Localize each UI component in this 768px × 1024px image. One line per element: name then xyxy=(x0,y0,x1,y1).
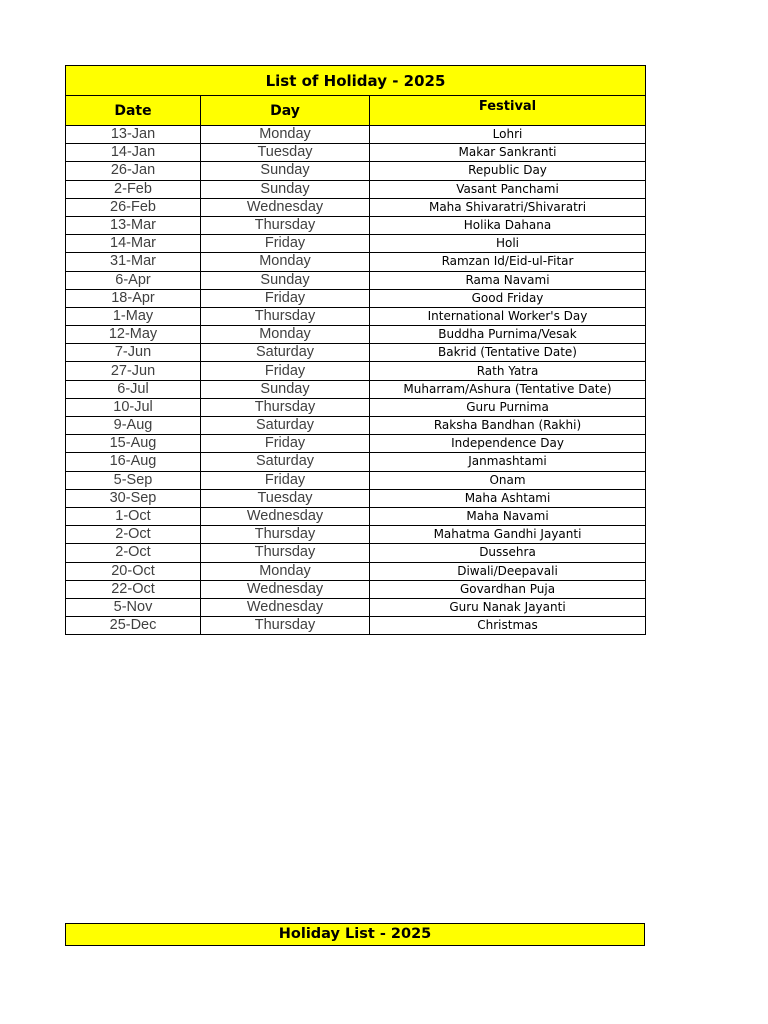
day-cell: Monday xyxy=(201,253,370,271)
day-cell: Friday xyxy=(201,435,370,453)
table-row xyxy=(66,362,646,380)
table-row xyxy=(66,598,646,616)
festival-cell: Ramzan Id/Eid-ul-Fitar xyxy=(370,253,646,271)
date-cell: 22-Oct xyxy=(66,580,201,598)
day-cell: Sunday xyxy=(201,180,370,198)
festival-cell: Vasant Panchami xyxy=(370,180,646,198)
table-row xyxy=(66,344,646,362)
footer-title-bar: Holiday List - 2025 xyxy=(65,923,645,946)
date-cell: 27-Jun xyxy=(66,362,201,380)
date-cell: 6-Jul xyxy=(66,380,201,398)
day-cell: Friday xyxy=(201,471,370,489)
table-title-row xyxy=(66,66,646,96)
date-cell: 13-Jan xyxy=(66,126,201,144)
festival-cell: Dussehra xyxy=(370,544,646,562)
festival-cell: Maha Ashtami xyxy=(370,489,646,507)
date-cell: 2-Oct xyxy=(66,526,201,544)
festival-cell: Janmashtami xyxy=(370,453,646,471)
day-cell: Wednesday xyxy=(201,507,370,525)
festival-cell: Independence Day xyxy=(370,435,646,453)
table-title: List of Holiday - 2025 xyxy=(66,66,646,96)
day-cell: Saturday xyxy=(201,417,370,435)
date-cell: 2-Feb xyxy=(66,180,201,198)
table-row xyxy=(66,471,646,489)
table-row xyxy=(66,507,646,525)
festival-cell: Lohri xyxy=(370,126,646,144)
day-cell: Wednesday xyxy=(201,580,370,598)
day-cell: Sunday xyxy=(201,162,370,180)
column-header-day: Day xyxy=(201,96,370,126)
date-cell: 5-Sep xyxy=(66,471,201,489)
date-cell: 20-Oct xyxy=(66,562,201,580)
day-cell: Thursday xyxy=(201,398,370,416)
festival-cell: Makar Sankranti xyxy=(370,144,646,162)
festival-cell: Buddha Purnima/Vesak xyxy=(370,326,646,344)
festival-cell: Guru Nanak Jayanti xyxy=(370,598,646,616)
day-cell: Friday xyxy=(201,289,370,307)
day-cell: Monday xyxy=(201,326,370,344)
day-cell: Wednesday xyxy=(201,198,370,216)
festival-cell: Maha Navami xyxy=(370,507,646,525)
festival-cell: Muharram/Ashura (Tentative Date) xyxy=(370,380,646,398)
date-cell: 26-Feb xyxy=(66,198,201,216)
table-row xyxy=(66,180,646,198)
date-cell: 31-Mar xyxy=(66,253,201,271)
festival-cell: Rama Navami xyxy=(370,271,646,289)
date-cell: 12-May xyxy=(66,326,201,344)
festival-cell: Diwali/Deepavali xyxy=(370,562,646,580)
table-row xyxy=(66,617,646,635)
column-header-festival: Festival xyxy=(370,96,646,126)
table-row xyxy=(66,144,646,162)
day-cell: Monday xyxy=(201,562,370,580)
table-row xyxy=(66,235,646,253)
table-row xyxy=(66,489,646,507)
date-cell: 14-Jan xyxy=(66,144,201,162)
day-cell: Thursday xyxy=(201,617,370,635)
table-row xyxy=(66,544,646,562)
day-cell: Sunday xyxy=(201,271,370,289)
festival-cell: Holi xyxy=(370,235,646,253)
table-row xyxy=(66,453,646,471)
table-row xyxy=(66,271,646,289)
festival-cell: Christmas xyxy=(370,617,646,635)
day-cell: Wednesday xyxy=(201,598,370,616)
date-cell: 10-Jul xyxy=(66,398,201,416)
table-row xyxy=(66,289,646,307)
table-row xyxy=(66,198,646,216)
festival-cell: Onam xyxy=(370,471,646,489)
date-cell: 1-May xyxy=(66,307,201,325)
table-row xyxy=(66,216,646,234)
table-row xyxy=(66,562,646,580)
festival-cell: Maha Shivaratri/Shivaratri xyxy=(370,198,646,216)
day-cell: Saturday xyxy=(201,453,370,471)
day-cell: Tuesday xyxy=(201,144,370,162)
holiday-table xyxy=(65,65,646,635)
festival-cell: Republic Day xyxy=(370,162,646,180)
date-cell: 2-Oct xyxy=(66,544,201,562)
date-cell: 26-Jan xyxy=(66,162,201,180)
date-cell: 1-Oct xyxy=(66,507,201,525)
table-row xyxy=(66,526,646,544)
table-row xyxy=(66,253,646,271)
day-cell: Saturday xyxy=(201,344,370,362)
date-cell: 9-Aug xyxy=(66,417,201,435)
date-cell: 30-Sep xyxy=(66,489,201,507)
festival-cell: Mahatma Gandhi Jayanti xyxy=(370,526,646,544)
festival-cell: International Worker's Day xyxy=(370,307,646,325)
table-row xyxy=(66,307,646,325)
day-cell: Monday xyxy=(201,126,370,144)
festival-cell: Guru Purnima xyxy=(370,398,646,416)
table-row xyxy=(66,398,646,416)
date-cell: 14-Mar xyxy=(66,235,201,253)
table-header-row xyxy=(66,96,646,126)
day-cell: Thursday xyxy=(201,307,370,325)
day-cell: Tuesday xyxy=(201,489,370,507)
date-cell: 13-Mar xyxy=(66,216,201,234)
day-cell: Thursday xyxy=(201,216,370,234)
festival-cell: Bakrid (Tentative Date) xyxy=(370,344,646,362)
table-row xyxy=(66,126,646,144)
festival-cell: Holika Dahana xyxy=(370,216,646,234)
column-header-date: Date xyxy=(66,96,201,126)
date-cell: 5-Nov xyxy=(66,598,201,616)
day-cell: Sunday xyxy=(201,380,370,398)
festival-cell: Rath Yatra xyxy=(370,362,646,380)
table-row xyxy=(66,417,646,435)
day-cell: Friday xyxy=(201,362,370,380)
date-cell: 25-Dec xyxy=(66,617,201,635)
table-row xyxy=(66,435,646,453)
table-row xyxy=(66,380,646,398)
date-cell: 15-Aug xyxy=(66,435,201,453)
table-row xyxy=(66,580,646,598)
day-cell: Thursday xyxy=(201,526,370,544)
day-cell: Thursday xyxy=(201,544,370,562)
table-row xyxy=(66,162,646,180)
date-cell: 6-Apr xyxy=(66,271,201,289)
day-cell: Friday xyxy=(201,235,370,253)
festival-cell: Good Friday xyxy=(370,289,646,307)
date-cell: 16-Aug xyxy=(66,453,201,471)
date-cell: 18-Apr xyxy=(66,289,201,307)
table-row xyxy=(66,326,646,344)
holiday-table-body xyxy=(66,126,646,635)
festival-cell: Raksha Bandhan (Rakhi) xyxy=(370,417,646,435)
date-cell: 7-Jun xyxy=(66,344,201,362)
festival-cell: Govardhan Puja xyxy=(370,580,646,598)
